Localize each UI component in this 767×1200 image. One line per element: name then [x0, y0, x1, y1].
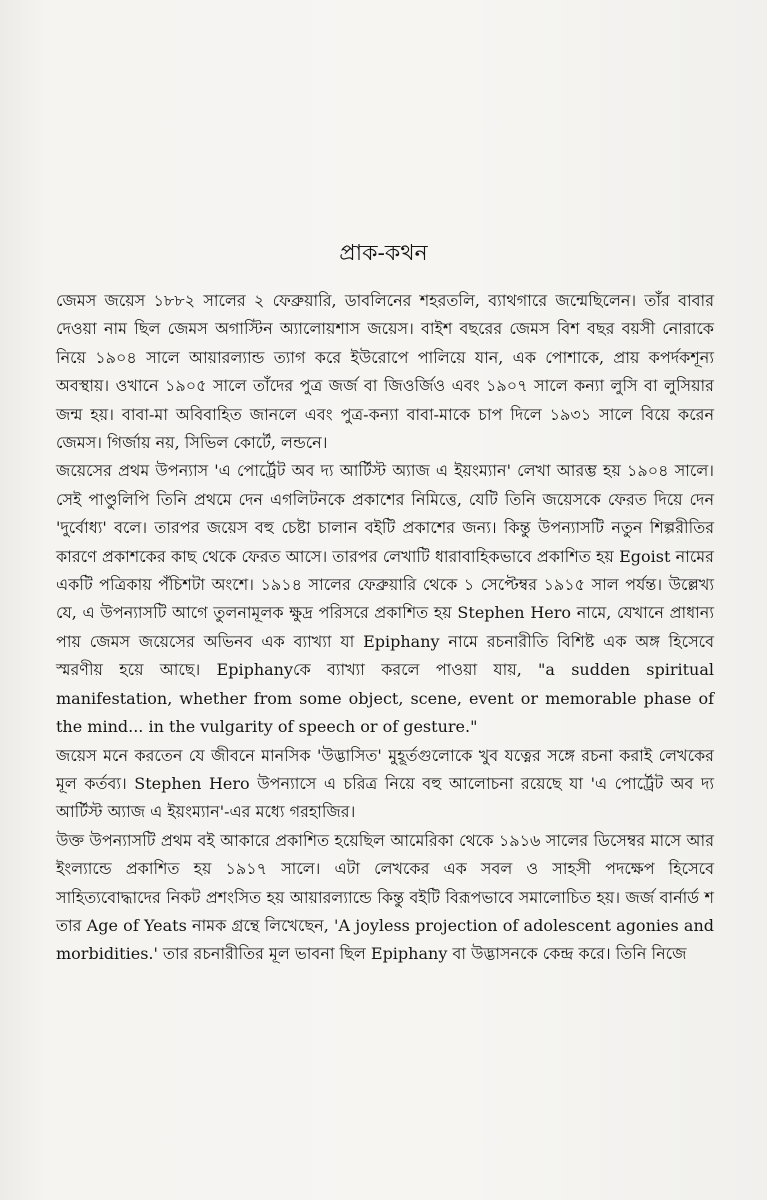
- chapter-body: [56, 287, 714, 969]
- chapter-heading: প্রাক-কথন: [339, 241, 428, 266]
- paragraph-1: জেমস জয়েস ১৮৮২ সালের ২ ফেব্রুয়ারি, ডাবলিনের শহরতলি, ব্যাথগারে জন্মেছিলেন। তাঁর বাবার দেওয়া নাম ছিল জেমস অগাস্টিন অ্যালোয়শাস জয়েস। বাইশ বছরের জেমস বিশ বছর বয়সী নোরাকে নিয়ে ১৯০৪ সালে আয়ারল্যান্ড ত্যাগ করে ইউরোপে পালিয়ে যান, এক পোশাকে, প্রায় কপর্দকশূন্য অবস্থায়। ওখানে ১৯০৫ সালে তাঁদের পুত্র জর্জ বা জিওর্জিও এবং ১৯০৭ সালে কন্যা লুসি বা লুসিয়ার জন্ম হয়। বাবা-মা অবিবাহিত জানলে এবং পুত্র-কন্যা বাবা-মাকে চাপ দিলে ১৯৩১ সালে বিয়ে করেন জেমস। গির্জায় নয়, সিভিল কোর্টে, লন্ডনে।: [56, 291, 714, 453]
- paragraph-2: জয়েসের প্রথম উপন্যাস 'এ পোর্ট্রেট অব দ্য আর্টিস্ট অ্যাজ এ ইয়ংম্যান' লেখা আরম্ভ হয় ১৯০৪ সালে। সেই পাণ্ডুলিপি তিনি প্রথমে দেন এগলিটনকে প্রকাশের নিমিত্তে, যেটি তিনি জয়েসকে ফেরত দিয়ে দেন 'দুর্বোধ্য' বলে। তারপর জয়েস বহু চেষ্টা চালান বইটি প্রকাশের জন্য। কিন্তু উপন্যাসটি নতুন শিল্পরীতির কারণে প্রকাশকের কাছ থেকে ফেরত আসে। তারপর লেখাটি ধারাবাহিকভাবে প্রকাশিত হয় Egoist নামের একটি পত্রিকায় পঁচিশটা অংশে। ১৯১৪ সালের ফেব্রুয়ারি থেকে ১ সেপ্টেম্বর ১৯১৫ সাল পর্যন্ত। উল্লেখ্য যে, এ উপন্যাসটি আগে তুলনামূলক ক্ষুদ্র পরিসরে প্রকাশিত হয় Stephen Hero নামে, যেখানে প্রাধান্য পায় জেমস জয়েসের অভিনব এক ব্যাখ্যা যা Epiphany নামে রচনারীতি বিশিষ্ট এক অঙ্গ হিসেবে স্মরণীয় হয়ে আছে। Epiphanyকে ব্যাখ্যা করলে পাওয়া যায়, "a sudden spiritual manifestation, whether from some object, scene, event or memorable phase of the mind... in the vulgarity of speech or of gesture.": [56, 461, 714, 737]
- paragraph-3: জয়েস মনে করতেন যে জীবনে মানসিক 'উদ্ভাসিত' মুহূর্তগুলোকে খুব যত্নের সঙ্গে রচনা করাই লেখকের মূল কর্তব্য। Stephen Hero উপন্যাসে এ চরিত্র নিয়ে বহু আলোচনা রয়েছে যা 'এ পোর্ট্রেট অব দ্য আর্টিস্ট অ্যাজ এ ইয়ংম্যান'-এর মধ্যে গরহাজির।: [56, 745, 714, 822]
- paragraph-4: উক্ত উপন্যাসটি প্রথম বই আকারে প্রকাশিত হয়েছিল আমেরিকা থেকে ১৯১৬ সালের ডিসেম্বর মাসে আর ইংল্যান্ডে প্রকাশিত হয় ১৯১৭ সালে। এটা লেখকের এক সবল ও সাহসী পদক্ষেপ হিসেবে সাহিত্যবোদ্ধাদের নিকট প্রশংসিত হয় আয়ারল্যান্ডে কিন্তু বইটি বিরূপভাবে সমালোচিত হয়। জর্জ বার্নার্ড শ তার Age of Yeats নামক গ্রন্থে লিখেছেন, 'A joyless projection of adolescent agonies and morbidities.' তার রচনারীতির মূল ভাবনা ছিল Epiphany বা উদ্ভাসনকে কেন্দ্র করে। তিনি নিজে: [56, 830, 714, 964]
